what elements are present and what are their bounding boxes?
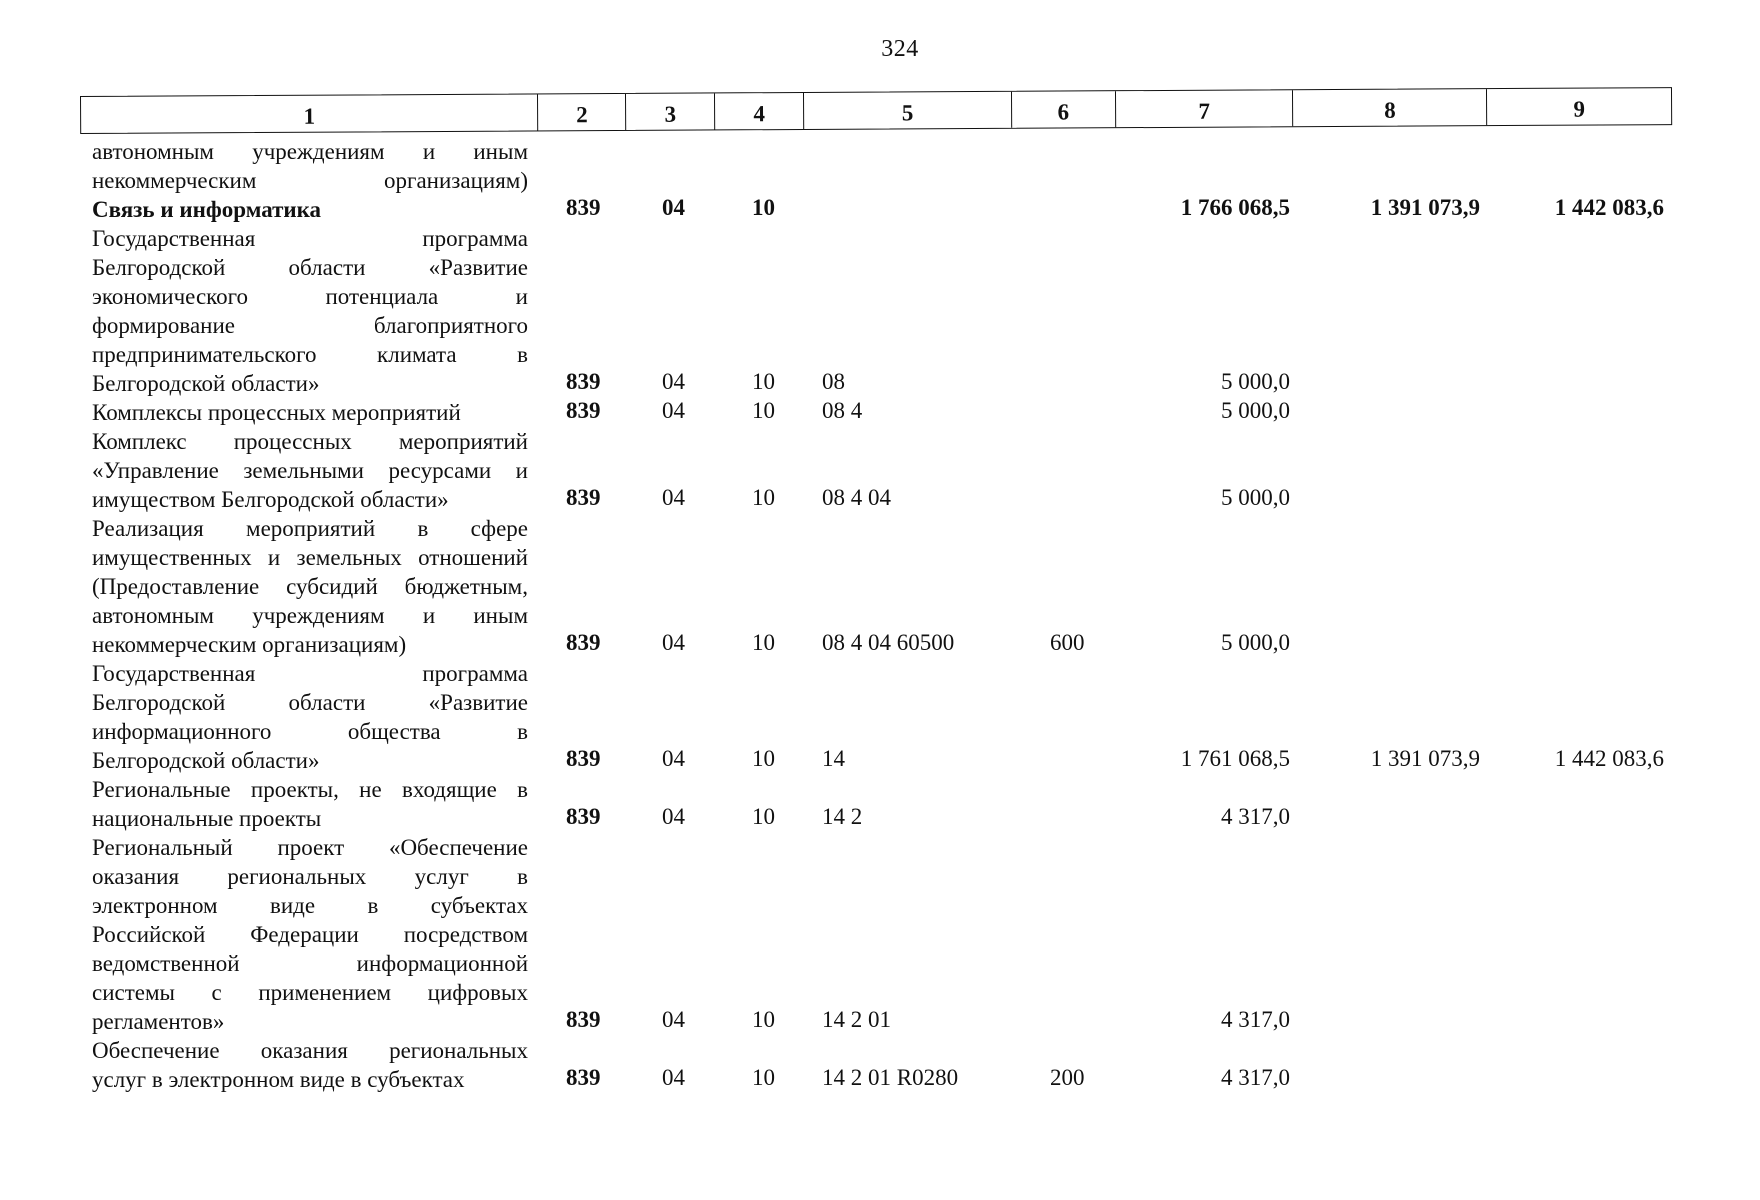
table-row [0, 514, 1760, 659]
description-line: (Предоставление субсидий бюджетным, [92, 574, 528, 599]
cell-col-2: 839 [566, 804, 601, 829]
table-row [0, 833, 1760, 1036]
description-line: Белгородской области «Развитие [92, 255, 528, 280]
cell-col-3: 04 [662, 369, 685, 394]
header-cell-3: 3 [626, 93, 715, 129]
table-row [0, 1036, 1760, 1094]
cell-col-7: 4 317,0 [1221, 804, 1290, 829]
description-line: Связь и информатика [92, 197, 322, 222]
header-cell-8: 8 [1293, 89, 1487, 126]
description-line: Региональные проекты, не входящие в [92, 777, 528, 802]
cell-col-7: 1 766 068,5 [1180, 195, 1290, 220]
description-line: автономным учреждениям и иным [92, 139, 528, 164]
cell-col-5: 14 2 01 R0280 [822, 1065, 959, 1090]
row-description [92, 137, 528, 195]
cell-col-4: 10 [752, 398, 775, 423]
cell-col-5: 08 [822, 369, 845, 394]
description-line: формирование благоприятного [92, 313, 528, 338]
header-cell-4: 4 [715, 93, 804, 129]
row-description [92, 224, 528, 398]
table-row [0, 775, 1760, 833]
cell-col-3: 04 [662, 804, 685, 829]
description-line: электронном виде в субъектах [92, 893, 528, 918]
description-line: имущественных и земельных отношений [92, 545, 528, 570]
description-line: Комплексы процессных мероприятий [92, 400, 461, 425]
cell-col-8: 1 391 073,9 [1370, 746, 1480, 771]
description-line: национальные проекты [92, 806, 322, 831]
cell-col-4: 10 [752, 804, 775, 829]
cell-col-7: 4 317,0 [1221, 1065, 1290, 1090]
cell-col-6: 600 [1050, 630, 1085, 655]
description-line: Белгородской области «Развитие [92, 690, 528, 715]
header-cell-6: 6 [1012, 91, 1116, 128]
header-cell-1: 1 [81, 94, 539, 133]
row-description [92, 659, 528, 775]
description-line: Государственная программа [92, 226, 528, 251]
cell-col-3: 04 [662, 485, 685, 510]
cell-col-4: 10 [752, 1007, 775, 1032]
description-line: экономического потенциала и [92, 284, 528, 309]
cell-col-8: 1 391 073,9 [1370, 195, 1480, 220]
row-description [92, 833, 528, 1036]
description-line: информационного общества в [92, 719, 528, 744]
cell-col-3: 04 [662, 195, 685, 220]
table-row [0, 427, 1760, 514]
cell-col-3: 04 [662, 1065, 685, 1090]
cell-col-2: 839 [566, 195, 601, 220]
header-cell-7: 7 [1116, 90, 1294, 127]
cell-col-5: 14 2 [822, 804, 863, 829]
cell-col-4: 10 [752, 485, 775, 510]
cell-col-4: 10 [752, 630, 775, 655]
cell-col-3: 04 [662, 398, 685, 423]
cell-col-5: 08 4 04 60500 [822, 630, 955, 655]
table-row [0, 398, 1760, 427]
description-line: Белгородской области» [92, 748, 320, 773]
description-line: Российской Федерации посредством [92, 922, 528, 947]
description-line: «Управление земельными ресурсами и [92, 458, 528, 483]
cell-col-5: 08 4 04 [822, 485, 891, 510]
cell-col-4: 10 [752, 195, 775, 220]
cell-col-2: 839 [566, 369, 601, 394]
cell-col-7: 4 317,0 [1221, 1007, 1290, 1032]
cell-col-5: 08 4 [822, 398, 863, 423]
description-line: Обеспечение оказания региональных [92, 1038, 528, 1063]
description-line: Комплекс процессных мероприятий [92, 429, 528, 454]
row-description [92, 514, 528, 659]
cell-col-3: 04 [662, 1007, 685, 1032]
description-line: системы с применением цифровых [92, 980, 528, 1005]
description-line: имуществом Белгородской области» [92, 487, 449, 512]
table-row [0, 195, 1760, 224]
cell-col-7: 1 761 068,5 [1180, 746, 1290, 771]
cell-col-5: 14 2 01 [822, 1007, 891, 1032]
row-description [92, 775, 528, 833]
cell-col-2: 839 [566, 630, 601, 655]
description-line: оказания региональных услуг в [92, 864, 528, 889]
cell-col-3: 04 [662, 630, 685, 655]
description-line: ведомственной информационной [92, 951, 528, 976]
description-line: Реализация мероприятий в сфере [92, 516, 528, 541]
description-line: Белгородской области» [92, 371, 320, 396]
table-row [0, 224, 1760, 398]
row-description [92, 195, 528, 224]
cell-col-7: 5 000,0 [1221, 485, 1290, 510]
header-cell-5: 5 [804, 92, 1012, 129]
cell-col-4: 10 [752, 369, 775, 394]
cell-col-7: 5 000,0 [1221, 398, 1290, 423]
row-description [92, 398, 528, 427]
cell-col-2: 839 [566, 1007, 601, 1032]
cell-col-6: 200 [1050, 1065, 1085, 1090]
cell-col-2: 839 [566, 746, 601, 771]
table-header [80, 87, 1672, 134]
description-line: некоммерческим организациям) [92, 632, 407, 657]
row-description [92, 1036, 528, 1094]
cell-col-5: 14 [822, 746, 845, 771]
description-line: услуг в электронном виде в субъектах [92, 1067, 465, 1092]
table-row [0, 137, 1760, 195]
row-description [92, 427, 528, 514]
cell-col-3: 04 [662, 746, 685, 771]
cell-col-4: 10 [752, 1065, 775, 1090]
header-cell-9: 9 [1573, 96, 1586, 122]
description-line: автономным учреждениям и иным [92, 603, 528, 628]
cell-col-2: 839 [566, 398, 601, 423]
table-row [0, 659, 1760, 775]
description-line: предпринимательского климата в [92, 342, 528, 367]
page-number: 324 [881, 36, 919, 62]
header-cell-2: 2 [538, 94, 626, 130]
cell-col-2: 839 [566, 485, 601, 510]
description-line: Региональный проект «Обеспечение [92, 835, 528, 860]
cell-col-9: 1 442 083,6 [1554, 746, 1664, 771]
description-line: некоммерческим организациям) [92, 168, 528, 193]
cell-col-2: 839 [566, 1065, 601, 1090]
cell-col-9: 1 442 083,6 [1554, 195, 1664, 220]
description-line: регламентов» [92, 1009, 225, 1034]
cell-col-7: 5 000,0 [1221, 369, 1290, 394]
cell-col-7: 5 000,0 [1221, 630, 1290, 655]
cell-col-4: 10 [752, 746, 775, 771]
description-line: Государственная программа [92, 661, 528, 686]
